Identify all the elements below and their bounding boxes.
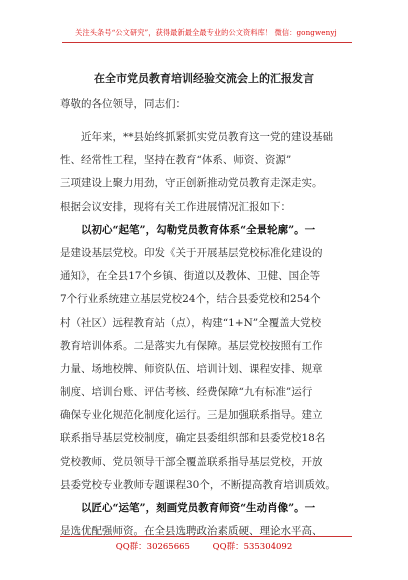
document-body bbox=[60, 90, 350, 543]
qq-group-2: QQ群：535304092 bbox=[212, 542, 293, 552]
body-line: 是选优配强师资。在全县选聘政治素质硬、理论水平高、 bbox=[60, 525, 323, 538]
body-line: 根据会议安排，现将有关工作进展情况汇报如下： bbox=[60, 200, 291, 213]
salutation-line: 尊敬的各位领导，同志们： bbox=[60, 98, 186, 110]
body-line: 联系指导基层党校制度，确定县委组织部和县委党校18名 bbox=[60, 432, 326, 445]
body-line: 通知》，在全县17个乡镇、街道以及教体、卫健、国企等 bbox=[60, 270, 321, 283]
body-line: 确保专业化规范化制度化运行。三是加强联系指导。建立 bbox=[60, 409, 323, 422]
body-line: 党校教师、党员领导干部全覆盖联系指导基层党校，开放 bbox=[60, 455, 323, 468]
body-line: 三项建设上聚力用劲，守正创新推动党员教育走深走实。 bbox=[60, 177, 323, 190]
body-line: 村（社区）远程教育站（点），构建“1+N”全覆盖大党校 bbox=[60, 316, 322, 329]
document-title: 在全市党员教育培训经验交流会上的汇报发言 bbox=[94, 72, 314, 85]
section-heading-line: 以匠心“运笔”，刻画党员教育师资“生动肖像”。一 bbox=[60, 502, 316, 514]
body-line: 7个行业系统建立基层党校24个，结合县委党校和254个 bbox=[60, 293, 321, 306]
body-line: 制度、培训台账、评估考核、经费保障“九有标准”运行 bbox=[60, 386, 313, 399]
body-line: 教育培训体系。二是落实九有保障。基层党校按照有工作 bbox=[60, 339, 323, 352]
footer bbox=[0, 540, 408, 552]
body-line: 力量、场地校牌、师资队伍、培训计划、课程安排、规章 bbox=[60, 362, 323, 375]
section-heading-line: 以初心“起笔”，勾勒党员教育体系“全景轮廓”。一 bbox=[60, 223, 316, 236]
body-line: 是建设基层党校。印发《关于开展基层党校标准化建设的 bbox=[60, 246, 323, 259]
body-line: 性、经常性工程，坚持在教育“体系、师资、资源” bbox=[60, 154, 292, 167]
body-line: 县委党校专业教师专题课程30个，不断提高教育培训质效。 bbox=[60, 478, 336, 491]
header-banner: 关注头条号“公文研究”，获得最新最全最专业的公文资料库！ 微信：gongwenyj bbox=[75, 28, 337, 37]
body-line: 近年来，**县始终抓紧抓实党员教育这一党的建设基础 bbox=[60, 131, 333, 143]
header-divider bbox=[62, 42, 352, 43]
qq-group-1: QQ群：30265665 bbox=[115, 542, 190, 552]
